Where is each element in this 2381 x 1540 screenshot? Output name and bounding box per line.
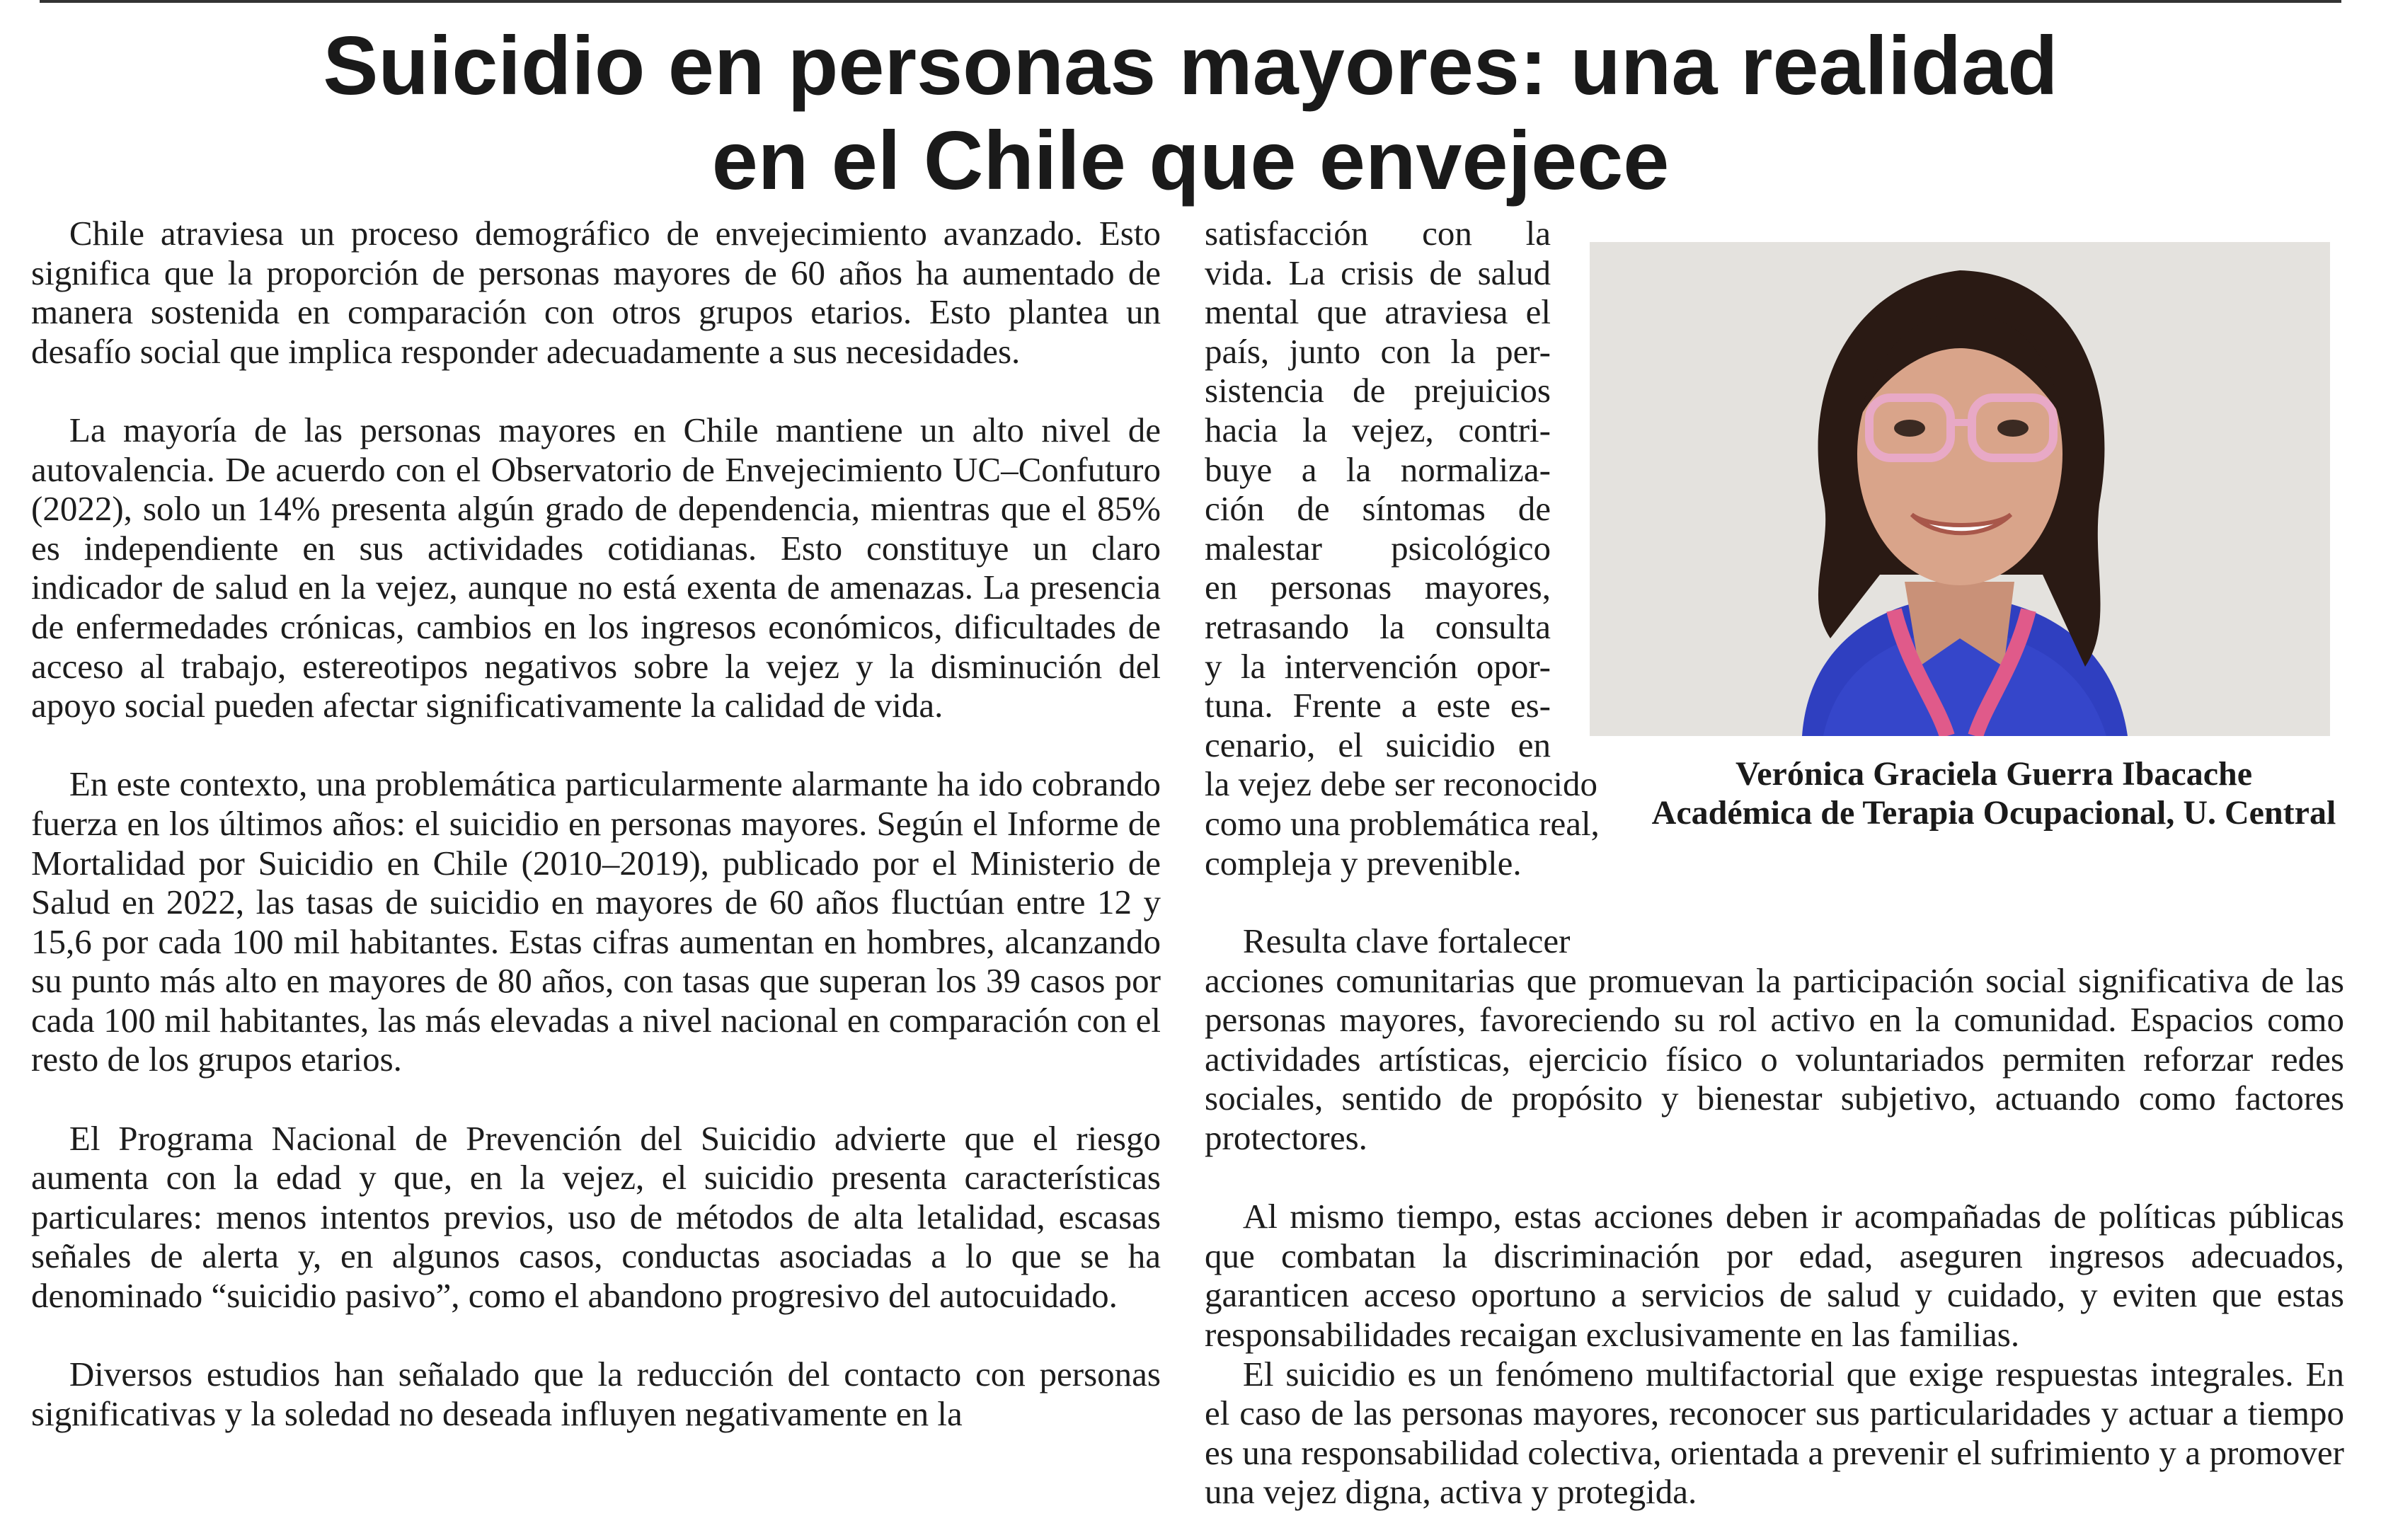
text-line: país, junto con la per- [1205, 331, 1551, 371]
text-line: satisfacción con la [1205, 214, 1551, 253]
text-line: mental que atraviesa el [1205, 292, 1551, 332]
text-line: ción de síntomas de [1205, 489, 1551, 529]
text-line: en personas mayores, [1205, 568, 1551, 607]
text-line: hacia la vejez, contri- [1205, 410, 1551, 449]
text-line: y la intervención opor- [1205, 646, 1551, 686]
title-line-1: Suicidio en personas mayores: una realidad [323, 19, 2058, 112]
text-line: la vejez debe ser reconocido [1205, 764, 1598, 804]
article-title [0, 18, 2381, 208]
text-line: cenario, el suicidio en [1205, 725, 1551, 764]
paragraph: La mayoría de las personas mayores en Chile mantiene un alto nivel de autovalencia. De acuerdo con el Observatorio de Envejecimiento UC–Confuturo (2022), solo un 14% presenta algún grado de dependencia, mientras que el 85% es independiente en sus actividades cotidianas. Esto constituye un claro indicador de salud en la vejez, aunque no está exenta de amenazas. La presencia de enfermedades crónicas, cambios en los ingresos económicos, dificultades de acceso al trabajo, estereotipos negativos sobre la vejez y la disminución del apoyo social pueden afectar significativamente la calidad de vida. [31, 410, 1161, 725]
left-column [31, 214, 1161, 1530]
author-photo [1590, 242, 2330, 736]
text-line: Resulta clave fortalecer [1242, 921, 1571, 960]
text-line: malestar psicológico [1205, 528, 1551, 568]
author-portrait-icon [1590, 242, 2330, 736]
text-line: vida. La crisis de salud [1205, 253, 1551, 292]
paragraph-continuation: acciones comunitarias que promuevan la participación social significativa de las personas mayores, favoreciendo su rol activo en la comunidad. Espacios como actividades artísticas, ejercicio físico o voluntariados permiten reforzar redes sociales, sentido de propósito y bienestar subjetivo, actuando como factores protectores. [1205, 960, 2344, 1157]
title-line-2: en el Chile que envejece [711, 114, 1670, 207]
narrow-column [1205, 214, 1600, 883]
author-name: Verónica Graciela Guerra Ibacache [1735, 755, 2253, 793]
text-line: sistencia de prejuicios [1205, 371, 1551, 410]
paragraph: El Programa Nacional de Prevención del Suicidio advierte que el riesgo aumenta con la edad y que, en la vejez, el suicidio presenta características particulares: menos intentos previos, uso de métodos de alta letalidad, escasas señales de alerta y, en algunos casos, conductas asociadas a lo que se ha denominado “suicidio pasivo”, como el abandono progresivo del autocuidado. [31, 1118, 1161, 1316]
right-column [1205, 921, 2344, 1512]
author-role: Académica de Terapia Ocupacional, U. Central [1651, 794, 2336, 832]
paragraph: El suicidio es un fenómeno multifactorial que exige respuestas integrales. En el caso de las personas mayores, reconocer sus particularidades y actuar a tiempo es una responsabilidad colectiva, orientada a prevenir el sufrimiento y a promover una vejez digna, activa y protegida. [1205, 1354, 2344, 1512]
top-rule [40, 0, 2341, 3]
paragraph [1205, 921, 2344, 1158]
paragraph: Diversos estudios han señalado que la reducción del contacto con personas significativas y la soledad no deseada influyen negativamente en la [31, 1355, 1161, 1433]
text-line: tuna. Frente a este es- [1205, 686, 1551, 725]
paragraph: En este contexto, una problemática particularmente alarmante ha ido cobrando fuerza en los últimos años: el suicidio en personas mayores. Según el Informe de Mortalidad por Suicidio en Chile (2010–2019), publicado por el Ministerio de Salud en 2022, las tasas de suicidio en mayores de 60 años fluctúan entre 12 y 15,6 por cada 100 mil habitantes. Estas cifras aumentan en hombres, alcanzando su punto más alto en mayores de 80 años, con tasas que superan los 39 casos por cada 100 mil habitantes, las más elevadas a nivel nacional en comparación con el resto de los grupos etarios. [31, 764, 1161, 1079]
paragraph: Chile atraviesa un proceso demográfico de envejecimiento avanzado. Esto significa que la proporción de personas mayores de 60 años ha aumentado de manera sostenida en comparación con otros grupos etarios. Esto plantea un desafío social que implica responder adecuadamente a sus necesidades. [31, 214, 1161, 371]
text-line: compleja y prevenible. [1205, 843, 1522, 883]
paragraph: Al mismo tiempo, estas acciones deben ir acompañadas de políticas públicas que combatan la discriminación por edad, aseguren ingresos adecuados, garanticen acceso oportuno a servicios de salud y cuidado, y eviten que estas responsabilidades recaigan exclusivamente en las familias. [1205, 1197, 2344, 1354]
text-line: como una problemática real, [1205, 803, 1600, 843]
text-line: buye a la normaliza- [1205, 449, 1551, 489]
photo-caption [1628, 754, 2360, 832]
text-line: retrasando la consulta [1205, 607, 1551, 646]
